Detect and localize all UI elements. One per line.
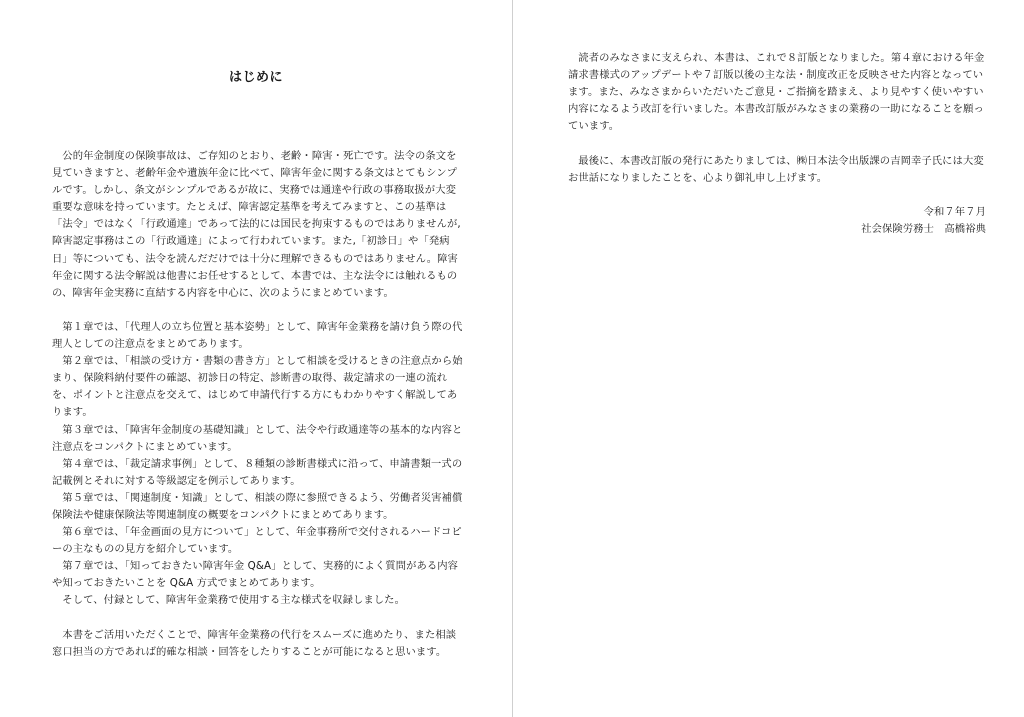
intro-paragraph: 公的年金制度の保険事故は、ご存知のとおり、老齢・障害・死亡です。法令の条文を見ていきますと、老齢年金や遺族年金に比べて、障害年金に関する条文はとてもシンプルです。しかし、条文がシンプルであるが故に、実務では通達や行政の事務取扱が大変重要な意味を持っています。たとえば、障害認定基準を考えてみますと、この基準は「法令」ではなく「行政通達」であって法的には国民を拘束するものではありませんが,障害認定事務はこの「行政通達」によって行われています。また,「初診日」や「発病日」等についても、法令を読んだだけでは十分に理解できるものではありません。障害年金に関する法令解説は他書にお任せするとして、本書では、主な法令には触れるものの、障害年金実務に直結する内容を中心に、次のようにまとめています。 (52, 150, 461, 299)
appendix-summary: そして、付録として、障害年金業務で使用する主な様式を収録しました。 (62, 594, 405, 607)
chapter-7-summary: 第７章では、「知っておきたい障害年金 Q&A」として、実務的によく質問がある内容や知っておきたいことを Q&A 方式でまとめてあります。 (52, 560, 459, 590)
signature-date: 令和７年７月 (923, 205, 986, 218)
chapter-4-summary: 第４章では、「裁定請求事例」として、８種類の診断書様式に沿って、申請書類一式の記載例とそれに対する等級認定を例示してあります。 (52, 457, 463, 487)
chapter-3-summary: 第３章では、「障害年金制度の基礎知識」として、法令や行政通達等の基本的な内容と注意点をコンパクトにまとめています。 (52, 423, 463, 453)
right-page (514, 0, 1024, 717)
revision-notes (568, 50, 986, 238)
signature-author: 社会保険労務士 高橋裕典 (861, 222, 986, 235)
chapter-5-summary: 第５章では、「関連制度・知識」として、相談の際に参照できるよう、労働者災害補償保険法や健康保険法等関連制度の概要をコンパクトにまとめてあります。 (52, 491, 463, 521)
paragraph-gap (568, 135, 986, 152)
closing-paragraph: 本書をご活用いただくことで、障害年金業務の代行をスムーズに進めたり、また相談窓口担当の方であれば的確な相談・回答をしたりすることが可能になると思います。 (52, 628, 457, 658)
paragraph-gap (568, 187, 986, 204)
paragraph-gap (52, 610, 464, 627)
chapter-1-summary: 第１章では、「代理人の立ち位置と基本姿勢」として、障害年金業務を請け負う際の代理人としての注意点をまとめてあります。 (52, 320, 463, 351)
chapter-6-summary: 第６章では、「年金画面の見方について」として、年金事務所で交付されるハードコピーの主なものの見方を紹介しています。 (52, 526, 462, 556)
acknowledgement-paragraph: 最後に、本書改訂版の発行にあたりましては、㈱日本法令出版課の吉岡幸子氏には大変お世話になりましたことを、心より御礼申し上げます。 (568, 154, 984, 184)
revision-paragraph: 読者のみなさまに支えられ、本書は、これで８訂版となりました。第４章における年金請求書様式のアップデートや７訂版以後の主な法・制度改正を反映させた内容となっています。また、みなさまからいただいたご意見・ご指摘を踏まえ、より見やすく使いやすい内容になるよう改訂を行いました。本書改訂版がみなさまの業務の一助になることを願っています。 (568, 52, 985, 133)
page-title: はじめに (228, 70, 283, 85)
page-gutter-divider (512, 0, 513, 717)
chapter-2-summary: 第２章では、「相談の受け方・書類の書き方」として相談を受けるときの注意点から始まり、保険料納付要件の確認、初診日の特定、診断書の取得、裁定請求の一連の流れを、ポイントと注意点を交えて、はじめて申請代行する方にもわかりやすく解説してあります。 (52, 355, 463, 419)
preface-body (52, 148, 464, 661)
paragraph-gap (52, 302, 464, 319)
